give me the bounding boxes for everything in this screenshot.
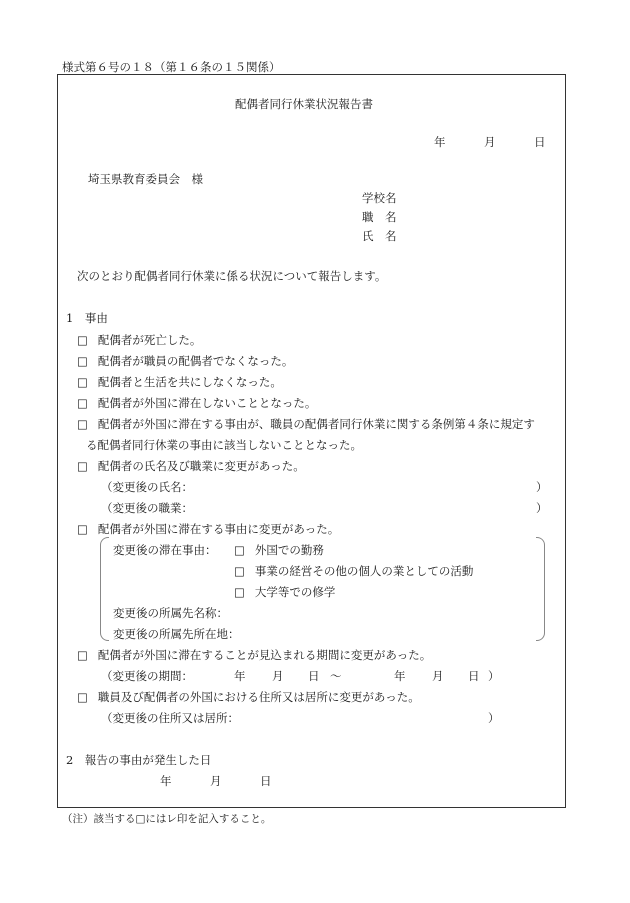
bracket-left: [100, 537, 109, 641]
item-name-occupation-changed[interactable]: [77, 459, 305, 473]
checkbox-icon[interactable]: □: [77, 333, 88, 347]
period-start-year: 年: [234, 669, 246, 683]
option-work-abroad[interactable]: [234, 543, 324, 557]
checkbox-icon[interactable]: □: [77, 396, 88, 410]
item-spouse-died[interactable]: [77, 333, 201, 347]
new-occupation-close-paren: ）: [536, 501, 548, 515]
new-name-close-paren: ）: [536, 480, 548, 494]
occurrence-day: 日: [260, 774, 272, 788]
item-label: 配偶者の氏名及び職業に変更があった。: [97, 459, 305, 473]
item-stay-reason-changed[interactable]: [77, 522, 339, 536]
period-end-day: 日: [468, 669, 480, 683]
item-label: 配偶者が職員の配偶者でなくなった。: [97, 354, 294, 368]
item-label: 配偶者が死亡した。: [97, 333, 202, 347]
footnote: （注）該当する□にはレ印を記入すること。: [62, 813, 272, 825]
date-day: 日: [534, 135, 546, 149]
addressee: 埼玉県教育委員会 様: [88, 172, 203, 186]
item-label: 配偶者が外国に滞在しないこととなった。: [97, 396, 317, 410]
checkbox-icon[interactable]: □: [77, 354, 88, 368]
period-start-day: 日: [308, 669, 320, 683]
section2-heading: 2 報告の事由が発生した日: [66, 753, 212, 767]
option-label: 大学等での修学: [254, 585, 336, 599]
period-close-paren: ）: [488, 669, 500, 683]
item-address-changed[interactable]: [77, 690, 420, 704]
new-name-label: （変更後の氏名：: [101, 480, 193, 494]
checkbox-icon[interactable]: □: [77, 375, 88, 389]
checkbox-icon[interactable]: □: [77, 522, 88, 536]
new-org-name-label: 変更後の所属先名称：: [113, 606, 228, 620]
option-university-study[interactable]: [234, 585, 335, 599]
period-tilde: ～: [330, 669, 342, 683]
item-label: 配偶者が外国に滞在する事由が、職員の配偶者同行休業に関する条例第４条に規定す: [97, 417, 535, 431]
stay-reason-label: 変更後の滞在事由：: [113, 543, 217, 557]
item-no-longer-spouse[interactable]: [77, 354, 293, 368]
new-period-label: （変更後の期間：: [101, 669, 193, 683]
item-reason-not-applicable-cont: る配偶者同行休業の事由に該当しないこととなった。: [86, 438, 362, 452]
checkbox-icon[interactable]: □: [234, 543, 245, 557]
date-year: 年: [434, 135, 446, 149]
item-label: 配偶者が外国に滞在する事由に変更があった。: [97, 522, 340, 536]
item-not-staying-abroad[interactable]: [77, 396, 316, 410]
item-reason-not-applicable[interactable]: [77, 417, 535, 431]
period-start-month: 月: [272, 669, 284, 683]
checkbox-icon[interactable]: □: [234, 585, 245, 599]
checkbox-icon[interactable]: □: [77, 417, 88, 431]
new-address-label: （変更後の住所又は居所：: [101, 711, 239, 725]
option-label: 事業の経営その他の個人の業としての活動: [254, 564, 474, 578]
checkbox-icon[interactable]: □: [77, 648, 88, 662]
checkbox-icon[interactable]: □: [77, 690, 88, 704]
item-not-living-together[interactable]: [77, 375, 282, 389]
occurrence-year: 年: [160, 774, 172, 788]
option-label: 外国での勤務: [254, 543, 324, 557]
item-label: 職員及び配偶者の外国における住所又は居所に変更があった。: [97, 690, 420, 704]
intro-text: 次のとおり配偶者同行休業に係る状況について報告します。: [77, 269, 387, 283]
period-end-month: 月: [432, 669, 444, 683]
item-period-changed[interactable]: [77, 648, 431, 662]
date-month: 月: [484, 135, 496, 149]
period-end-year: 年: [394, 669, 406, 683]
occurrence-month: 月: [210, 774, 222, 788]
new-address-close-paren: ）: [488, 711, 500, 725]
section1-heading: 1 事由: [66, 311, 108, 325]
sender-school: 学校名: [362, 191, 397, 205]
checkbox-icon[interactable]: □: [234, 564, 245, 578]
option-business-activity[interactable]: [234, 564, 473, 578]
item-label: 配偶者と生活を共にしなくなった。: [97, 375, 282, 389]
item-label: 配偶者が外国に滞在することが見込まれる期間に変更があった。: [97, 648, 432, 662]
new-occupation-label: （変更後の職業：: [101, 501, 193, 515]
sender-post: 職 名: [362, 210, 397, 224]
new-org-address-label: 変更後の所属先所在地：: [113, 627, 240, 641]
form-number: 様式第６号の１８（第１６条の１５関係）: [62, 60, 281, 74]
document-title: 配偶者同行休業状況報告書: [235, 97, 373, 111]
bracket-right: [536, 537, 545, 641]
checkbox-icon[interactable]: □: [77, 459, 88, 473]
sender-name: 氏 名: [362, 229, 397, 243]
